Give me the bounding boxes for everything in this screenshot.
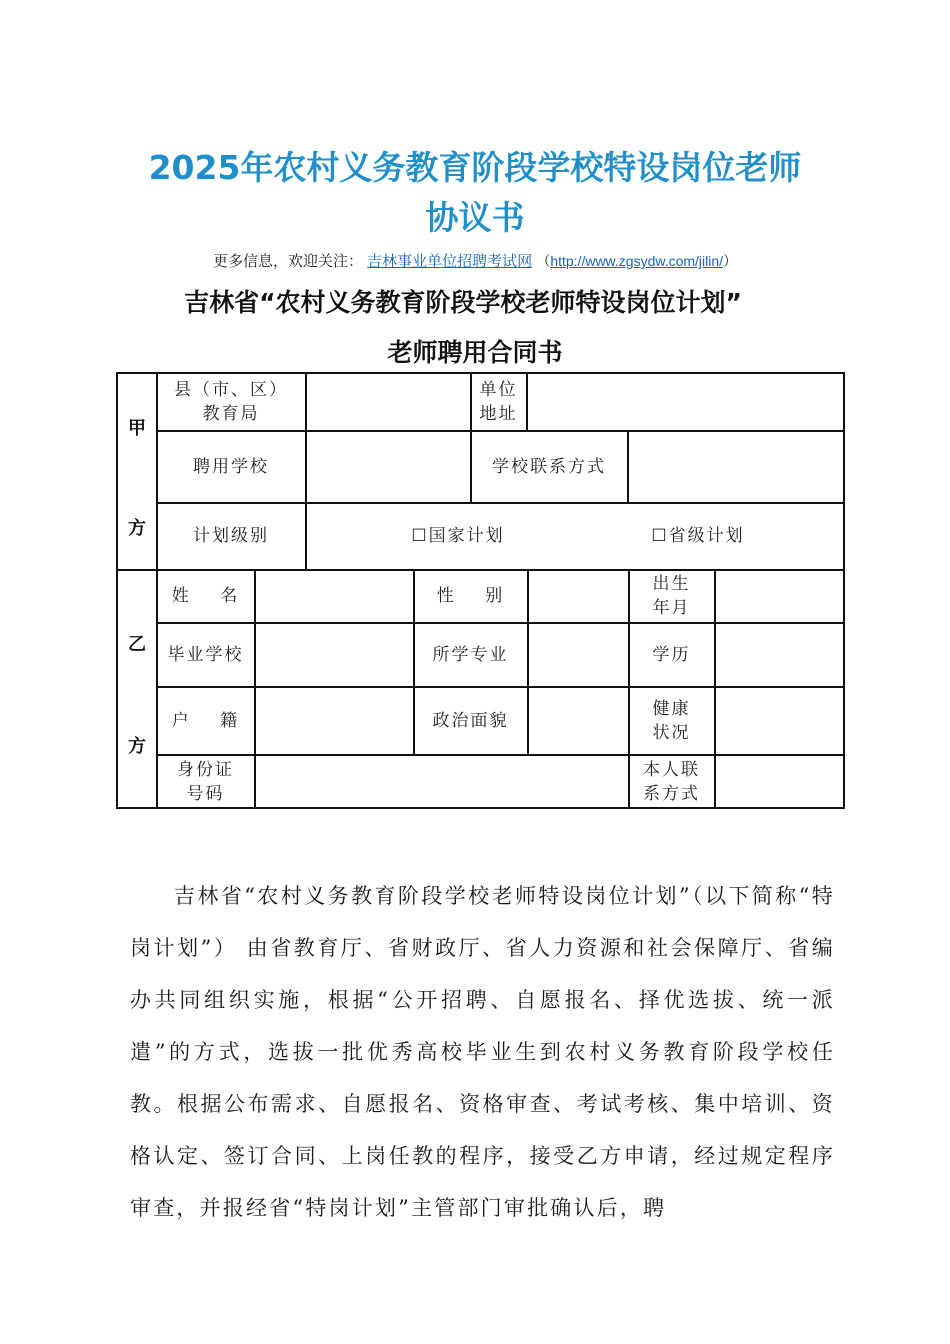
contract-paragraph: 吉林省“农村义务教育阶段学校老师特设岗位计划”（以下简称“特岗计划”） 由省教育厅、省财政厅、省人力资源和社会保障厅、省编办共同组织实施，根据“公开招聘、自愿报名、择优选拔、统一派遣”的方式，选拔一批优秀高校毕业生到农村义务教育阶段学校任教。根据公布需求、自愿报名、资格审查、考试考核、集中培训、资格认定、签订合同、上岗任教的程序，接受乙方申请，经过规定程序审查，并报经省“特岗计划”主管部门审批确认后，聘 <box>130 884 835 1220</box>
document-title-line2: 协议书 <box>425 198 525 237</box>
party-b-label-1: 乙 <box>128 634 146 655</box>
gender-label: 性 别 <box>436 586 505 606</box>
site-link[interactable]: 吉林事业单位招聘考试网 <box>367 253 533 270</box>
party-a-label-1: 甲 <box>128 418 146 439</box>
contract-form-table <box>116 372 845 809</box>
info-prefix: 更多信息，欢迎关注： <box>212 253 363 270</box>
political-status-label: 政治面貌 <box>432 710 509 731</box>
contract-subtitle-line2: 老师聘用合同书 <box>387 338 563 367</box>
party-b-label-2: 方 <box>128 736 146 757</box>
id-number-label: 身份证 号码 <box>177 760 234 804</box>
health-status-label: 健康 状况 <box>652 698 691 743</box>
provincial-plan-checkbox[interactable]: ☐省级计划 <box>651 526 745 546</box>
graduate-school-label: 毕业学校 <box>167 644 244 665</box>
url-link[interactable]: http://www.zgsydw.com/jilin/ <box>550 253 724 269</box>
personal-contact-label: 本人联 系方式 <box>643 760 700 804</box>
plan-level-label: 计划级别 <box>193 526 269 546</box>
national-plan-checkbox[interactable]: ☐国家计划 <box>411 526 505 546</box>
school-contact-label: 学校联系方式 <box>492 456 606 477</box>
birth-date-label: 出生 年月 <box>652 574 691 618</box>
county-bureau-label: 县（市、区） 教育局 <box>174 380 288 424</box>
hiring-school-label: 聘用学校 <box>193 456 269 477</box>
contract-subtitle-line1: 吉林省“农村义务教育阶段学校老师特设岗位计划” <box>184 288 742 317</box>
url-close: ） <box>723 253 738 269</box>
hukou-label: 户 籍 <box>171 710 240 731</box>
name-label: 姓 名 <box>171 586 240 606</box>
degree-label: 学历 <box>652 644 691 665</box>
major-label: 所学专业 <box>432 644 509 665</box>
info-line <box>0 250 950 271</box>
unit-address-label: 单位 地址 <box>479 380 518 424</box>
contract-body <box>130 870 835 1234</box>
party-a-label-2: 方 <box>128 518 146 539</box>
document-title-line1: 2025年农村义务教育阶段学校特设岗位老师 <box>148 148 802 187</box>
url-open: （ <box>536 253 551 269</box>
